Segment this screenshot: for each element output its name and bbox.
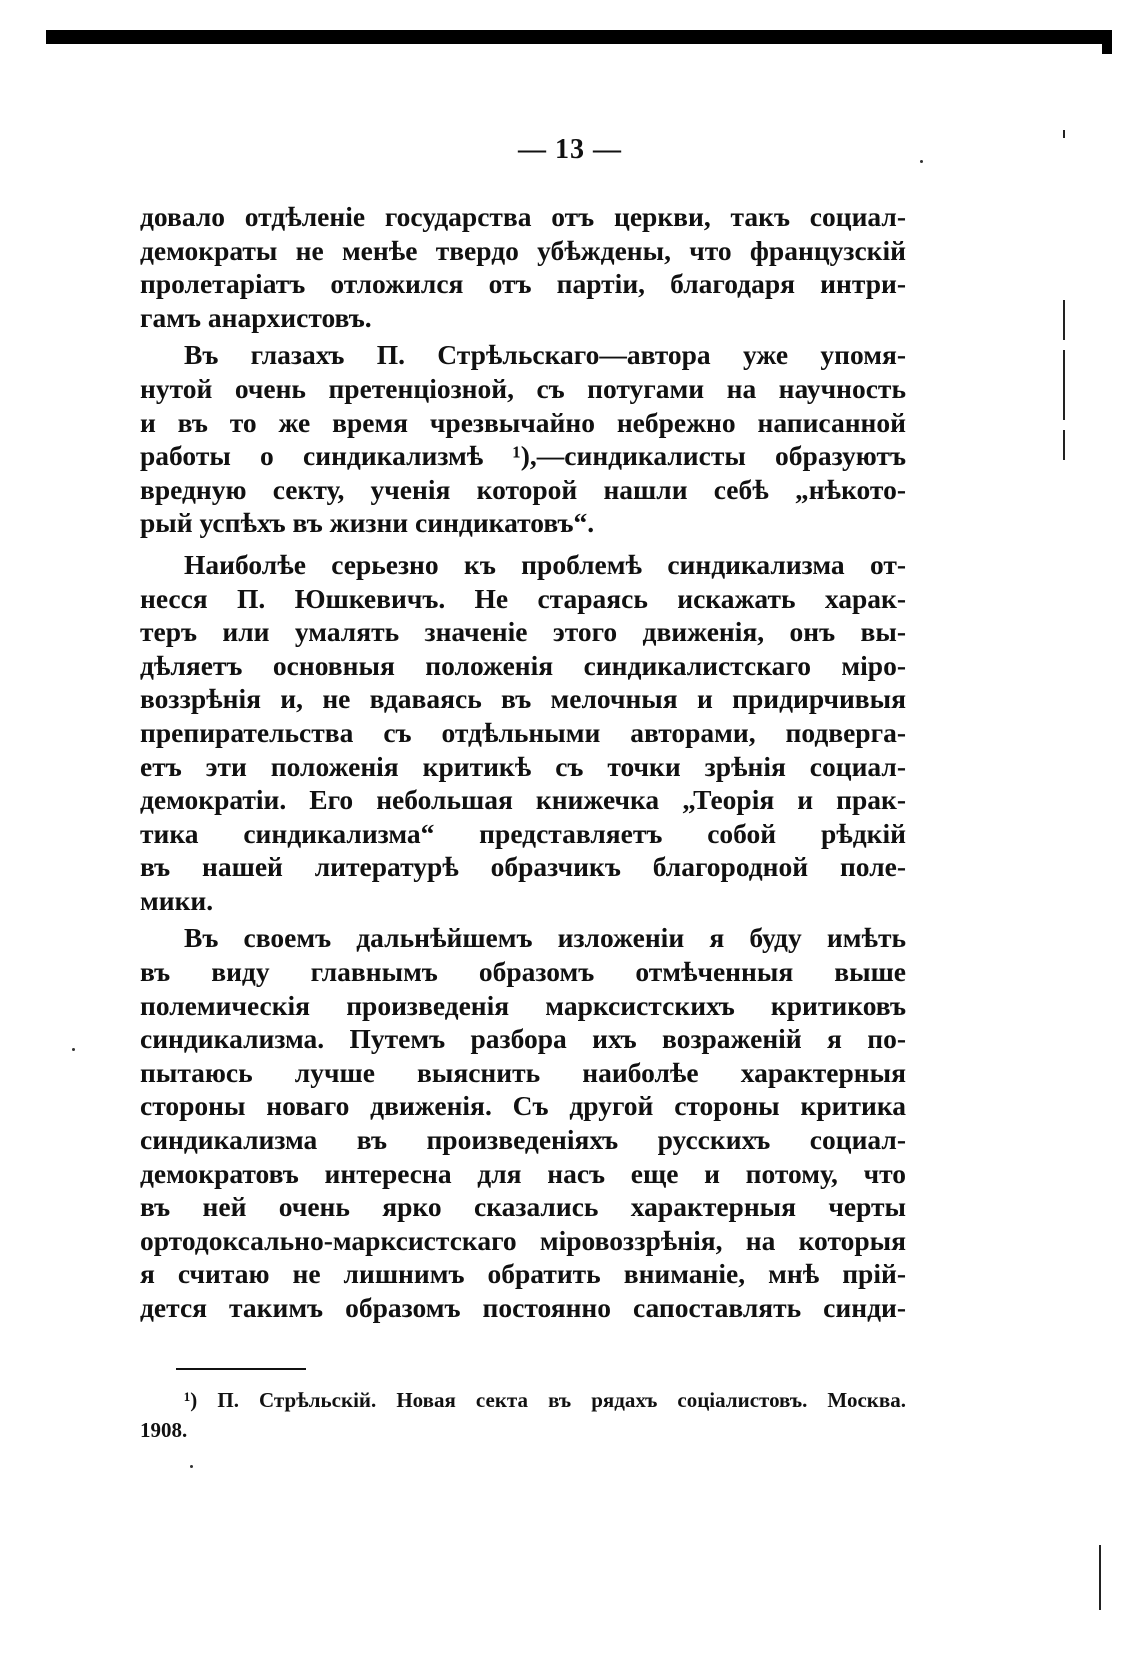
text-line: етъ эти положенія критикѣ съ точки зрѣнія социал- bbox=[140, 750, 906, 782]
page-number: — 13 — bbox=[518, 134, 622, 165]
text-line: мики. bbox=[140, 884, 214, 916]
text-line: рый успѣхъ въ жизни синдикатовъ“. bbox=[140, 507, 595, 539]
text-line: стороны новаго движенія. Съ другой стороны критика bbox=[140, 1090, 906, 1122]
scan-edge-mark bbox=[1063, 430, 1065, 460]
scan-speck bbox=[72, 1048, 75, 1051]
text-line: тика синдикализма“ представляетъ собой рѣдкій bbox=[140, 817, 906, 849]
scan-edge-mark bbox=[1063, 350, 1065, 420]
text-line: синдикализма. Путемъ разбора ихъ возраженій я по- bbox=[140, 1023, 906, 1055]
footnote-line: ¹) П. Стрѣльскій. Новая секта въ рядахъ соціалистовъ. Москва. bbox=[184, 1388, 906, 1412]
text-line: дѣляетъ основныя положенія синдикалистскаго міро- bbox=[140, 649, 906, 681]
scan-edge-mark bbox=[1063, 300, 1065, 340]
text-line: несся П. Юшкевичъ. Не стараясь искажать харак- bbox=[140, 582, 906, 614]
text-line: въ виду главнымъ образомъ отмѣченныя выше bbox=[140, 956, 906, 988]
text-line: демократіи. Его небольшая книжечка „Теорія и прак- bbox=[140, 784, 906, 816]
footnote bbox=[140, 1385, 906, 1445]
text-line: воззрѣнія и, не вдаваясь въ мелочныя и придирчивыя bbox=[140, 683, 906, 715]
text-line: Наиболѣе серьезно къ проблемѣ синдикализма от- bbox=[184, 548, 906, 580]
text-line: пытаюсь лучше выяснить наиболѣе характерныя bbox=[140, 1056, 906, 1088]
text-line: ортодоксально-марксистскаго міровоззрѣнія, на которыя bbox=[140, 1224, 906, 1256]
footnote-divider bbox=[176, 1368, 306, 1370]
text-line: полемическія произведенія марксистскихъ критиковъ bbox=[140, 989, 906, 1021]
text-line: довало отдѣленіе государства отъ церкви, такъ социал- bbox=[140, 201, 906, 232]
text-line: вредную секту, ученія которой нашли себѣ „нѣкото- bbox=[140, 473, 906, 505]
text-line: нутой очень претенціозной, съ потугами на научность bbox=[140, 372, 906, 404]
text-line: демократовъ интересна для насъ еще и потому, что bbox=[140, 1157, 906, 1189]
text-line: Въ глазахъ П. Стрѣльскаго—автора уже упомя- bbox=[184, 339, 906, 371]
text-line: синдикализма въ произведеніяхъ русскихъ социал- bbox=[140, 1124, 906, 1156]
text-line: и въ то же время чрезвычайно небрежно написанной bbox=[140, 406, 906, 438]
text-line: я считаю не лишнимъ обратить вниманіе, мнѣ прій- bbox=[140, 1258, 906, 1290]
text-line: въ нашей литературѣ образчикъ благородной поле- bbox=[140, 851, 906, 883]
text-line: демократы не менѣе твердо убѣждены, что французскій bbox=[140, 234, 906, 266]
scan-edge-mark bbox=[1099, 1545, 1101, 1610]
text-line: работы о синдикализмѣ ¹),—синдикалисты образуютъ bbox=[140, 440, 906, 472]
text-line: гамъ анархистовъ. bbox=[140, 301, 372, 333]
text-line: Въ своемъ дальнѣйшемъ изложеніи я буду имѣть bbox=[184, 922, 906, 954]
text-line: дется такимъ образомъ постоянно сапоставлять синди- bbox=[140, 1292, 906, 1323]
text-line: теръ или умалять значеніе этого движенія, онъ вы- bbox=[140, 616, 906, 648]
text-line: въ ней очень ярко сказались характерныя черты bbox=[140, 1191, 906, 1223]
top-border-bar bbox=[46, 30, 1112, 44]
body-text bbox=[140, 200, 906, 1325]
footnote-line: 1908. bbox=[140, 1418, 188, 1442]
text-line: препирательства съ отдѣльными авторами, подверга- bbox=[140, 716, 906, 748]
text-line: пролетаріатъ отложился отъ партіи, благодаря интри- bbox=[140, 268, 906, 300]
scan-speck bbox=[190, 1465, 193, 1468]
